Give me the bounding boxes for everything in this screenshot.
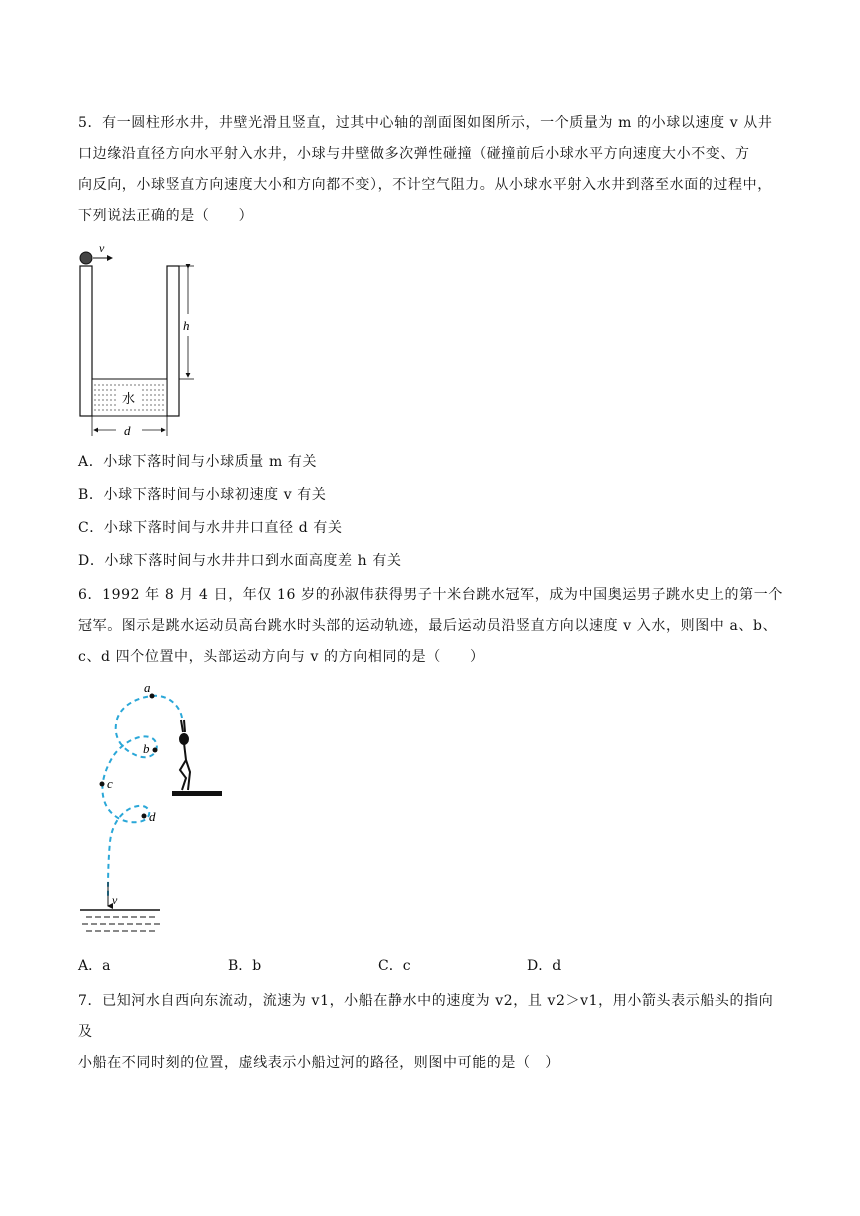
q5-line-2: 口边缘沿直径方向水平射入水井，小球与井壁做多次弹性碰撞（碰撞前后小球水平方向速度大小不变、方 — [78, 146, 750, 162]
q5-option-a[interactable]: A．小球下落时间与小球质量 m 有关 — [78, 454, 318, 470]
q6-option-b[interactable]: B．b — [228, 958, 262, 974]
height-label: h — [183, 318, 190, 333]
well-figure — [72, 244, 212, 444]
q6-option-d[interactable]: D．d — [527, 958, 562, 974]
label-a: a — [144, 682, 151, 695]
q6-line-2: 冠军。图示是跳水运动员高台跳水时头部的运动轨迹，最后运动员沿竖直方向以速度 v 入水，则图中 a、b、 — [78, 618, 778, 634]
ball — [80, 252, 92, 264]
q7-line-1: 7．已知河水自西向东流动，流速为 v1，小船在静水中的速度为 v2，且 v2＞v1，用小箭头表示船头的指向及 — [78, 993, 774, 1040]
q5-line-3: 向反向，小球竖直方向速度大小和方向都不变），不计空气阻力。从小球水平射入水井到落至水面的过程中， — [78, 177, 772, 193]
platform — [172, 791, 222, 796]
question-6-text — [78, 580, 784, 673]
q5-option-d[interactable]: D．小球下落时间与水井井口到水面高度差 h 有关 — [78, 553, 402, 569]
entry-velocity-label: v — [112, 893, 118, 907]
question-7-text — [78, 986, 784, 1079]
diameter-label: d — [124, 423, 131, 438]
velocity-label: v — [99, 244, 105, 255]
point-d — [142, 814, 147, 819]
label-c: c — [107, 776, 113, 791]
label-b: b — [143, 741, 150, 756]
label-d: d — [149, 809, 156, 824]
q5-line-1: 5．有一圆柱形水井，井壁光滑且竖直，过其中心轴的剖面图如图所示，一个质量为 m 的小球以速度 v 从井 — [78, 115, 773, 131]
q6-option-c[interactable]: C．c — [378, 958, 411, 974]
right-wall — [167, 266, 179, 416]
q6-option-a[interactable]: A．a — [78, 958, 111, 974]
q6-line-3: c、d 四个位置中，头部运动方向与 v 的方向相同的是（ ） — [78, 649, 485, 665]
point-b — [153, 748, 158, 753]
left-wall — [80, 266, 92, 416]
point-c — [100, 782, 105, 787]
q7-line-2: 小船在不同时刻的位置，虚线表示小船过河的路径，则图中可能的是（ ） — [78, 1055, 560, 1071]
diver — [180, 720, 190, 790]
question-5-text — [78, 108, 784, 232]
q6-line-1: 6．1992 年 8 月 4 日，年仅 16 岁的孙淑伟获得男子十米台跳水冠军，成为中国奥运男子跳水史上的第一个 — [78, 587, 783, 603]
q5-option-c[interactable]: C．小球下落时间与水井井口直径 d 有关 — [78, 520, 343, 536]
q5-option-b[interactable]: B．小球下落时间与小球初速度 v 有关 — [78, 487, 327, 503]
water-surface — [80, 910, 160, 931]
head-trajectory — [102, 696, 182, 897]
diving-figure — [76, 682, 236, 942]
q5-line-4: 下列说法正确的是（ ） — [78, 208, 254, 224]
water-label: 水 — [122, 392, 136, 407]
